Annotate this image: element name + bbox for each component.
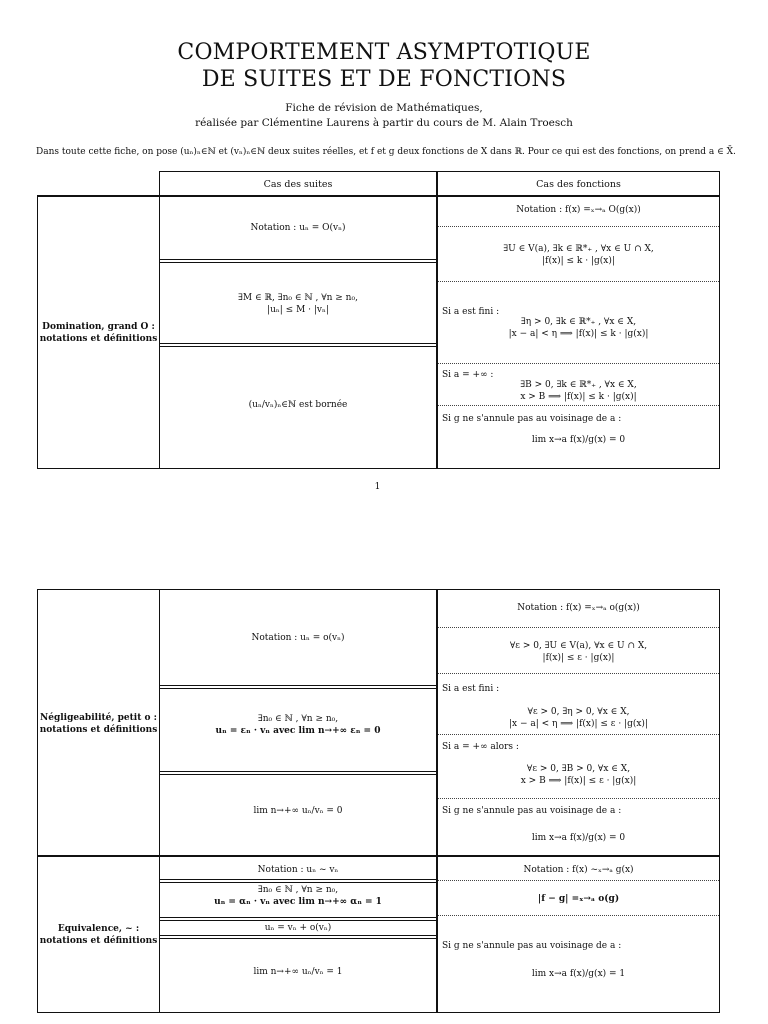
document-title-line1: COMPORTEMENT ASYMPTOTIQUE [177, 40, 591, 65]
negligeabilite-suite-definition: ∃n₀ ∈ ℕ , ∀n ≥ n₀, uₙ = εₙ · vₙ avec lim n→+∞ εₙ = 0 [215, 714, 381, 736]
subtitle-line1: Fiche de révision de Mathématiques, [285, 102, 483, 114]
equivalence-fn-diff: |f − g| =ₓ→ₐ o(g) [537, 894, 620, 904]
page-number: 1 [374, 482, 381, 492]
domination-fn-definition: ∃U ∈ V(a), ∃k ∈ ℝ*₊ , ∀x ∈ U ∩ X, |f(x)| ≤ k · |g(x)| [503, 244, 654, 266]
equivalence-fn-nonzero-intro: Si g ne s'annule pas au voisinage de a : [442, 941, 622, 951]
domination-fn-notation: Notation : f(x) =ₓ→ₐ O(g(x)) [516, 205, 641, 215]
domination-label: Domination, grand O : notations et définitions [39, 322, 158, 344]
equivalence-fn-notation: Notation : f(x) ~ₓ→ₐ g(x) [523, 865, 634, 875]
intro-text: Dans toute cette fiche, on pose (uₙ)ₙ∈ℕ et (vₙ)ₙ∈ℕ deux suites réelles, et f et g deux fonctions de X dans ℝ. Pour ce qui est des fonctions, on prend a ∈ X̄. [36, 147, 736, 157]
header-cas-des-suites: Cas des suites [263, 179, 333, 190]
subtitle-line2: réalisée par Clémentine Laurens à partir du cours de M. Alain Troesch [195, 117, 573, 129]
negligeabilite-suite-notation: Notation : uₙ = o(vₙ) [251, 633, 345, 643]
equivalence-suite-definition: ∃n₀ ∈ ℕ , ∀n ≥ n₀, uₙ = αₙ · vₙ avec lim n→+∞ αₙ = 1 [214, 885, 382, 907]
negligeabilite-fn-finite-intro: Si a est fini : [442, 684, 500, 694]
domination-fn-limit: lim x→a f(x)/g(x) = 0 [531, 435, 626, 445]
equivalence-suite-sum: uₙ = vₙ + o(vₙ) [264, 923, 332, 933]
domination-fn-finite: ∃η > 0, ∃k ∈ ℝ*₊ , ∀x ∈ X, |x − a| < η ⟹ |f(x)| ≤ k · |g(x)| [508, 317, 649, 339]
domination-suite-definition: ∃M ∈ ℝ, ∃n₀ ∈ ℕ , ∀n ≥ n₀, |uₙ| ≤ M · |vₙ| [238, 293, 358, 315]
domination-suite-notation: Notation : uₙ = O(vₙ) [250, 223, 346, 233]
equivalence-fn-limit: lim x→a f(x)/g(x) = 1 [531, 969, 626, 979]
document-title-line2: DE SUITES ET DE FONCTIONS [201, 67, 567, 92]
equivalence-label: Equivalence, ~ : notations et définitions [39, 924, 158, 946]
negligeabilite-fn-limit: lim x→a f(x)/g(x) = 0 [531, 833, 626, 843]
negligeabilite-fn-notation: Notation : f(x) =ₓ→ₐ o(g(x)) [517, 603, 640, 613]
negligeabilite-label: Négligeabilité, petit o : notations et définitions [39, 713, 158, 735]
domination-fn-inf-intro: Si a = +∞ : [442, 370, 494, 380]
domination-suite-bounded: (uₙ/vₙ)ₙ∈ℕ est bornée [248, 400, 348, 410]
domination-fn-nonzero-intro: Si g ne s'annule pas au voisinage de a : [442, 414, 622, 424]
header-cas-des-fonctions: Cas des fonctions [536, 179, 621, 190]
negligeabilite-suite-limit: lim n→+∞ uₙ/vₙ = 0 [253, 806, 343, 816]
negligeabilite-fn-definition: ∀ε > 0, ∃U ∈ V(a), ∀x ∈ U ∩ X, |f(x)| ≤ ε · |g(x)| [509, 641, 648, 663]
negligeabilite-fn-inf: ∀ε > 0, ∃B > 0, ∀x ∈ X, x > B ⟹ |f(x)| ≤ ε · |g(x)| [520, 764, 637, 786]
negligeabilite-fn-inf-intro: Si a = +∞ alors : [442, 742, 519, 752]
equivalence-suite-limit: lim n→+∞ uₙ/vₙ = 1 [253, 967, 343, 977]
negligeabilite-fn-finite: ∀ε > 0, ∃η > 0, ∀x ∈ X, |x − a| < η ⟹ |f(x)| ≤ ε · |g(x)| [509, 707, 648, 729]
domination-fn-inf: ∃B > 0, ∃k ∈ ℝ*₊ , ∀x ∈ X, x > B ⟹ |f(x)| ≤ k · |g(x)| [520, 380, 637, 402]
domination-fn-finite-intro: Si a est fini : [442, 307, 500, 317]
negligeabilite-fn-nonzero-intro: Si g ne s'annule pas au voisinage de a : [442, 806, 622, 816]
equivalence-suite-notation: Notation : uₙ ~ vₙ [257, 865, 339, 875]
